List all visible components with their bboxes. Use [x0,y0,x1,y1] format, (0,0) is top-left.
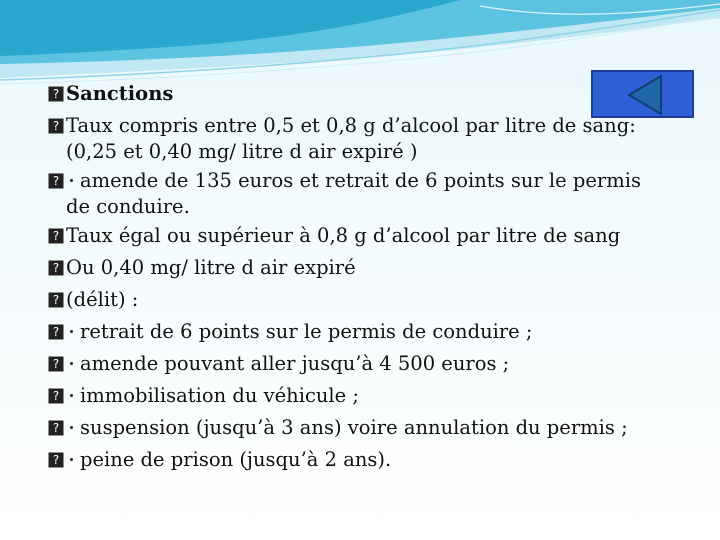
middle-dot-icon [66,348,80,380]
section-heading: Sanctions [66,82,174,105]
slide-body [48,78,688,476]
middle-dot-icon [66,316,80,348]
list-item-text: de conduire. [66,195,190,218]
svg-text:?: ? [52,421,60,435]
svg-text:?: ? [52,389,60,403]
replacement-glyph-icon [48,387,65,404]
list-item-text: immobilisation du véhicule ; [80,384,359,407]
list-item [48,113,688,139]
replacement-glyph-icon [48,117,65,134]
svg-text:?: ? [52,87,60,101]
svg-text:?: ? [52,119,60,133]
list-item [48,168,688,194]
list-item-text: peine de prison (jusqu’à 2 ans). [80,448,392,471]
middle-dot-icon [66,380,80,412]
svg-text:?: ? [52,174,60,188]
heading-line [48,78,688,110]
replacement-glyph-icon [48,259,65,276]
list-item-text: amende de 135 euros et retrait de 6 points sur le permis [80,169,641,192]
list-item-text: Taux compris entre 0,5 et 0,8 g d’alcool par litre de sang: [66,114,636,137]
svg-text:?: ? [52,357,60,371]
list-item-text: suspension (jusqu’à 3 ans) voire annulation du permis ; [80,416,628,439]
list-item-text: Ou 0,40 mg/ litre d air expiré [66,256,356,279]
svg-text:?: ? [52,325,60,339]
replacement-glyph-icon [48,227,65,244]
list-item [48,412,688,444]
list-item [48,444,688,476]
list-item-continuation [48,139,688,165]
replacement-glyph-icon [48,85,65,102]
svg-text:?: ? [52,293,60,307]
list-item [48,348,688,380]
svg-text:?: ? [52,453,60,467]
list-item-text: Taux égal ou supérieur à 0,8 g d’alcool par litre de sang [66,224,621,247]
list-item-text: (0,25 et 0,40 mg/ litre d air expiré ) [66,140,418,163]
list-item [48,284,688,316]
list-item [48,252,688,284]
list-item-text: amende pouvant aller jusqu’à 4 500 euros ; [80,352,510,375]
svg-text:?: ? [52,261,60,275]
replacement-glyph-icon [48,451,65,468]
list-item-text: (délit) : [66,288,139,311]
list-item-text: retrait de 6 points sur le permis de conduire ; [80,320,533,343]
list-item [48,316,688,348]
list-item [48,380,688,412]
list-item-continuation [48,194,688,220]
middle-dot-icon [66,444,80,476]
replacement-glyph-icon [48,419,65,436]
middle-dot-icon [66,412,80,444]
list-item [48,220,688,252]
replacement-glyph-icon [48,355,65,372]
replacement-glyph-icon [48,323,65,340]
replacement-glyph-icon [48,291,65,308]
svg-text:?: ? [52,229,60,243]
replacement-glyph-icon [48,172,65,189]
middle-dot-icon [66,168,80,194]
